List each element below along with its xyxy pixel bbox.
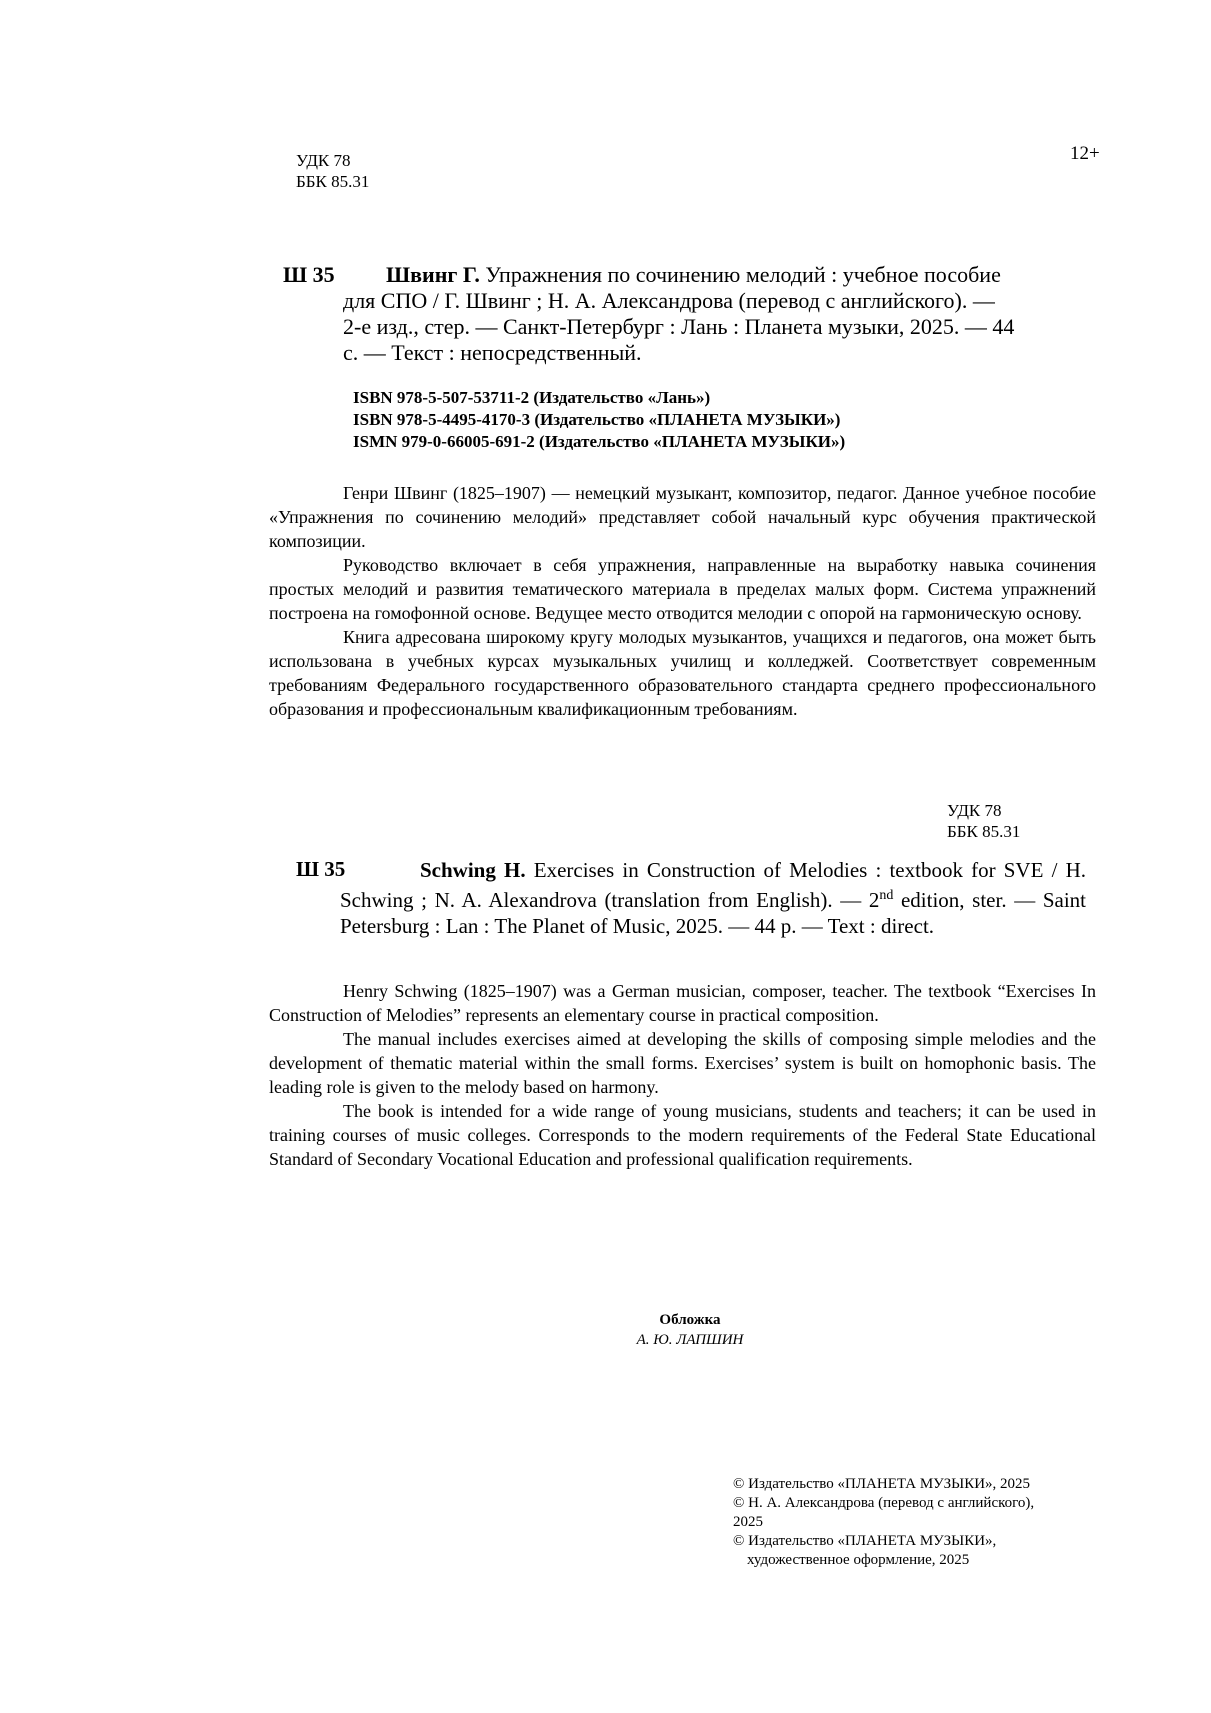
edition-suffix: nd <box>879 888 894 903</box>
bibliographic-entry-en <box>340 857 1086 939</box>
isbn-planet: ISBN 978-5-4495-4170-3 (Издательство «ПЛАНЕТА МУЗЫКИ») <box>353 410 841 429</box>
bbk-code: ББК 85.31 <box>296 172 370 191</box>
entry-ru-line4: с. — Текст : непосредственный. <box>343 340 642 365</box>
copyright-line5: художественное оформление, 2025 <box>747 1552 970 1568</box>
copyright-line1: © Издательство «ПЛАНЕТА МУЗЫКИ», 2025 <box>733 1476 1031 1492</box>
title-ru: Упражнения по сочинению мелодий : учебное пособие <box>479 262 1001 287</box>
copyright-line3: 2025 <box>733 1514 763 1530</box>
abstract-ru-p2: Руководство включает в себя упражнения, направленные на выработку навыка сочинения простых мелодий и развития тематического материала в пределах малых форм. Система упражнений построена на гомофонной основе. Ведущее место отводится мелодии с опорой на гармоническую основу. <box>269 555 1096 623</box>
bibliographic-entry-ru <box>343 262 1086 366</box>
age-rating: 12+ <box>1070 143 1100 164</box>
author-ru: Швинг Г. <box>386 262 480 287</box>
abstract-ru-p3: Книга адресована широкому кругу молодых музыкантов, учащихся и педагогов, она может быть использована в учебных курсах музыкальных училищ и колледжей. Соответствует современным требованиям Федерального государственного образовательного стандарта среднего профессионального образования и профессиональным квалификационным требованиям. <box>269 627 1096 719</box>
bbk-code-en: ББК 85.31 <box>947 822 1021 841</box>
abstract-ru <box>269 481 1096 721</box>
udk-code: УДК 78 <box>296 151 351 170</box>
entry-ru-line2: для СПО / Г. Швинг ; Н. А. Александрова (перевод с английского). — <box>343 288 995 313</box>
isbn-lan: ISBN 978-5-507-53711-2 (Издательство «Лань») <box>353 388 711 407</box>
entry-en-text-a: Exercises in Construction of Melodies : textbook for SVE / H. Schwing ; N. A. Alexandrova (translation from English). — 2 <box>340 858 1086 912</box>
copyright-line2: © Н. А. Александрова (перевод с английского), <box>733 1495 1035 1511</box>
author-mark-en: Ш 35 <box>296 857 346 881</box>
abstract-en-p2: The manual includes exercises aimed at developing the skills of composing simple melodies and the development of thematic material within the small forms. Exercises’ system is built on homophonic basis. The leading role is given to the melody based on harmony. <box>269 1029 1096 1097</box>
isbn-block <box>353 387 845 453</box>
cover-designer: А. Ю. ЛАПШИН <box>636 1332 744 1348</box>
abstract-ru-p1: Генри Швинг (1825–1907) — немецкий музыкант, композитор, педагог. Данное учебное пособие «Упражнения по сочинению мелодий» представляет собой начальный курс обучения практической композиции. <box>269 483 1096 551</box>
abstract-en-p3: The book is intended for a wide range of young musicians, students and teachers; it can be used in training courses of music colleges. Corresponds to the modern requirements of the Federal State Educational Standard of Secondary Vocational Education and professional qualification requirements. <box>269 1101 1096 1169</box>
udk-code-en: УДК 78 <box>947 801 1002 820</box>
classification-en <box>947 800 1020 842</box>
author-mark-ru: Ш 35 <box>283 262 335 287</box>
entry-en-text-b: edition, ster. — Saint Petersburg : Lan : The Planet of Music, 2025. — 44 p. — Text : direct. <box>340 888 1086 938</box>
classification-top <box>296 150 369 192</box>
cover-label: Обложка <box>659 1312 721 1328</box>
abstract-en <box>269 979 1096 1171</box>
cover-credit <box>560 1310 820 1350</box>
copyright-block <box>733 1475 1093 1570</box>
copyright-line4: © Издательство «ПЛАНЕТА МУЗЫКИ», <box>733 1533 997 1549</box>
ismn-planet: ISMN 979-0-66005-691-2 (Издательство «ПЛАНЕТА МУЗЫКИ») <box>353 432 846 451</box>
entry-ru-line3: 2-е изд., стер. — Санкт-Петербург : Лань : Планета музыки, 2025. — 44 <box>343 314 1015 339</box>
author-en: Schwing H. <box>420 858 526 882</box>
abstract-en-p1: Henry Schwing (1825–1907) was a German musician, composer, teacher. The textbook “Exercises In Construction of Melodies” represents an elementary course in practical composition. <box>269 981 1096 1025</box>
